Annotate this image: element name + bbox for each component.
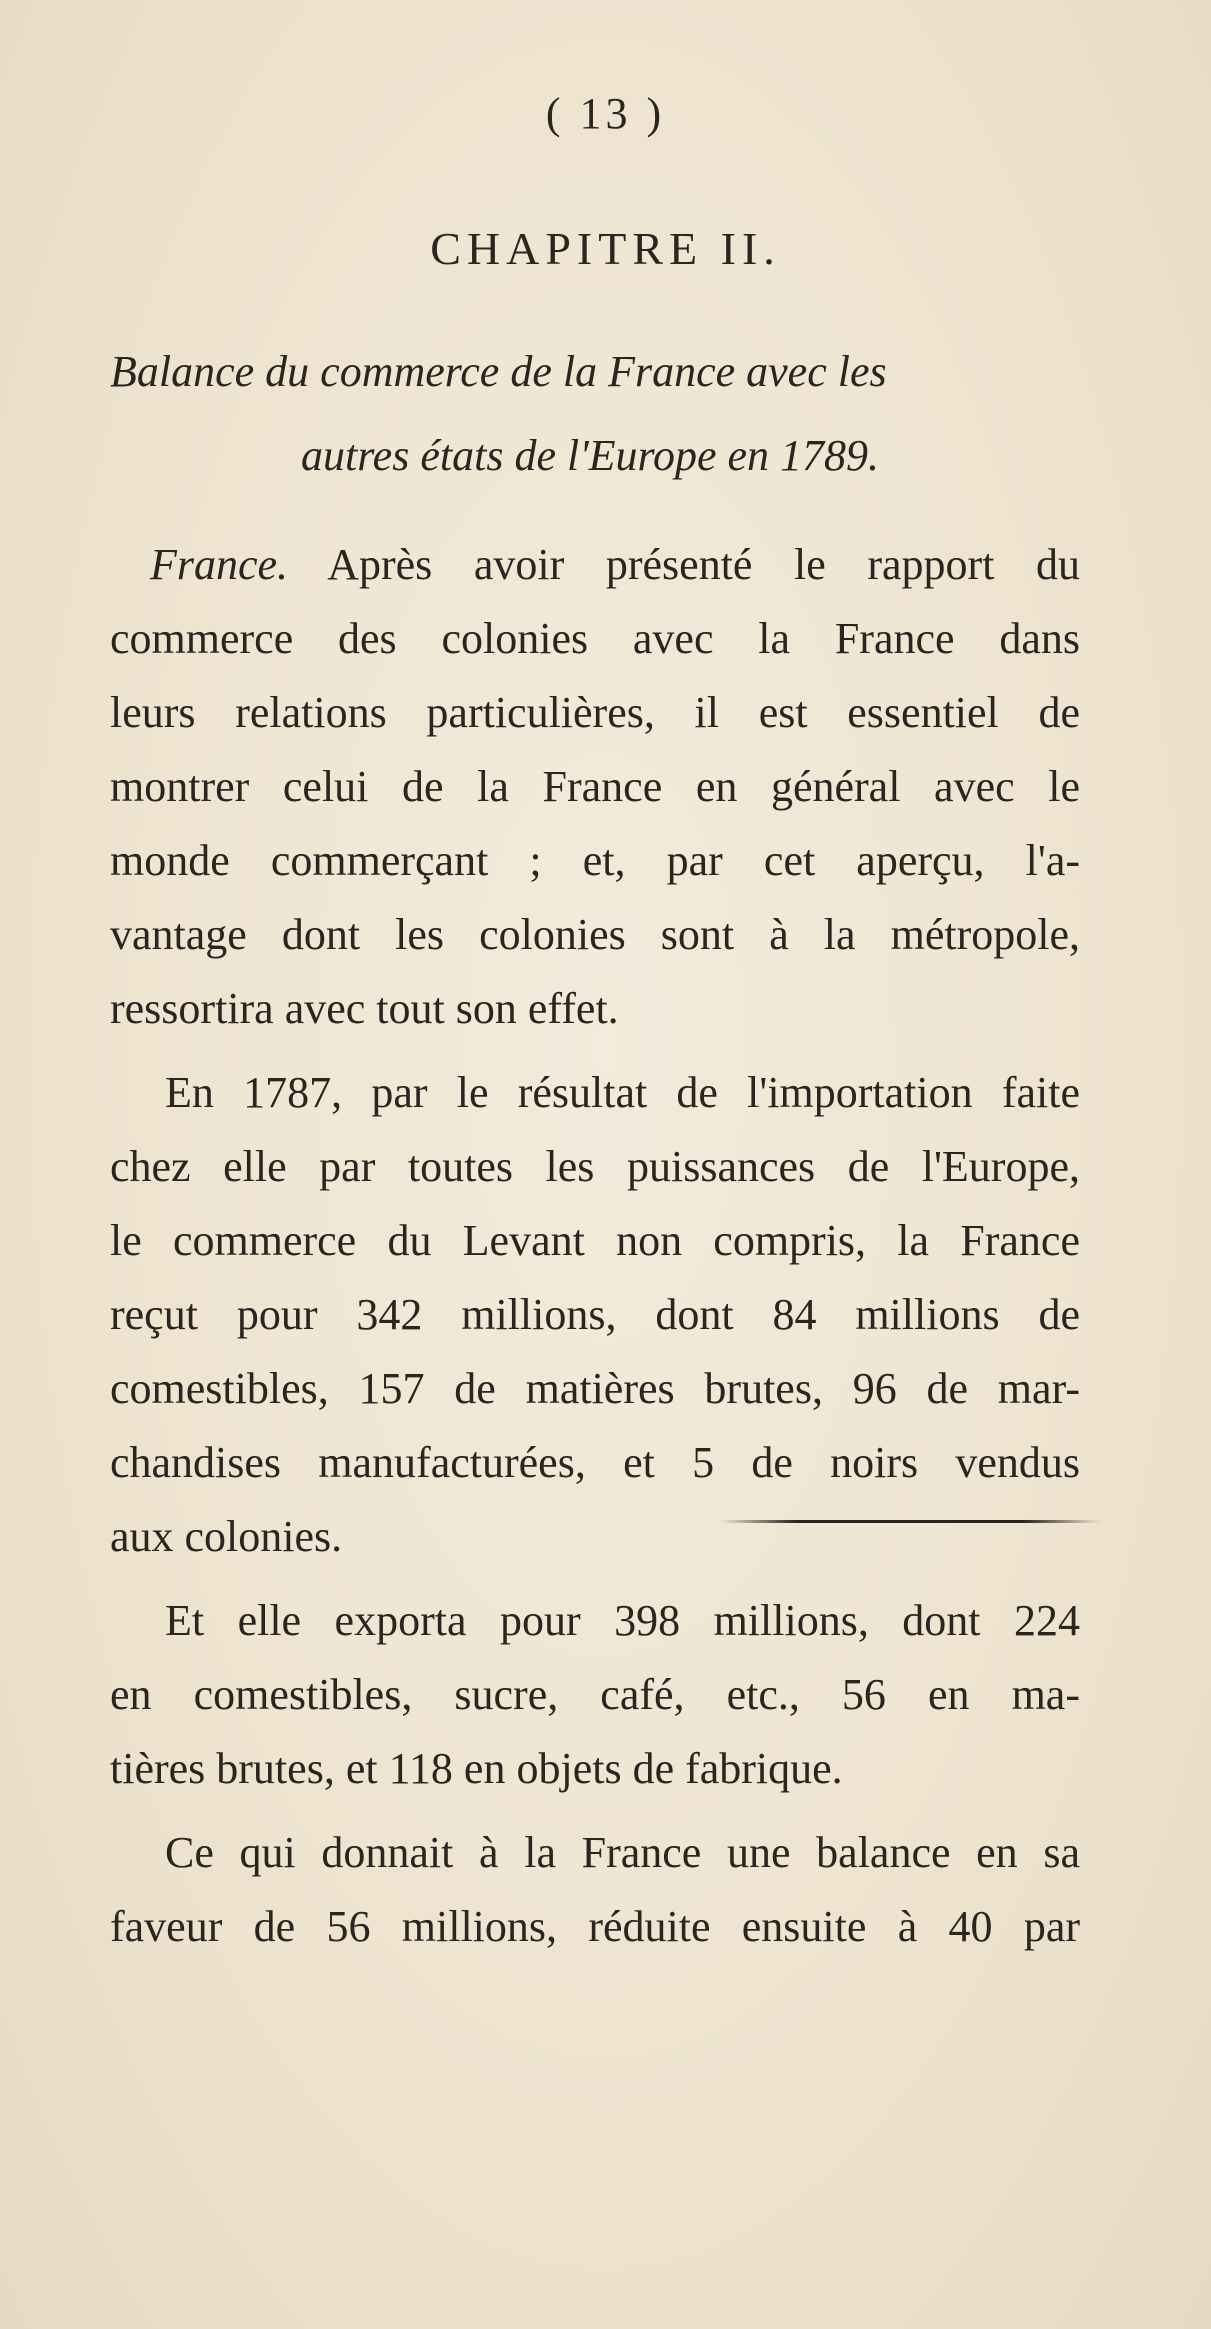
paragraph-2-line-5: comestibles, 157 de matières brutes, 96 de mar- xyxy=(110,1364,1080,1413)
page-number: ( 13 ) xyxy=(545,89,666,138)
section-rule xyxy=(720,1520,1100,1523)
chapter-title: CHAPITRE II. xyxy=(430,223,781,274)
paragraph-1-line-1-text: Après avoir présenté le rapport du xyxy=(327,540,1080,589)
paragraph-2-line-7: aux colonies. xyxy=(110,1512,343,1561)
paragraph-1-lead: France. xyxy=(150,540,289,589)
paragraph-4-line-2: faveur de 56 millions, réduite ensuite à 40 par xyxy=(110,1902,1080,1951)
paragraph-1-line-1 xyxy=(150,528,1080,602)
paragraph-2-line-4: reçut pour 342 millions, dont 84 millions de xyxy=(110,1290,1080,1339)
paragraph-1-line-5: monde commerçant ; et, par cet aperçu, l'a- xyxy=(110,836,1080,885)
paragraph-1-line-7: ressortira avec tout son effet. xyxy=(110,984,619,1033)
paragraph-2-line-1: En 1787, par le résultat de l'importation faite xyxy=(165,1068,1080,1117)
chapter-subtitle-line-1: Balance du commerce de la France avec les xyxy=(110,347,887,396)
paragraph-3-line-3: tières brutes, et 118 en objets de fabrique. xyxy=(110,1744,843,1793)
paragraph-3-line-1: Et elle exporta pour 398 millions, dont 224 xyxy=(165,1596,1080,1645)
paragraph-2-line-2: chez elle par toutes les puissances de l'Europe, xyxy=(110,1142,1080,1191)
paragraph-1-line-4: montrer celui de la France en général avec le xyxy=(110,762,1080,811)
paragraph-1-line-6: vantage dont les colonies sont à la métropole, xyxy=(110,910,1080,959)
paragraph-4-line-1: Ce qui donnait à la France une balance en sa xyxy=(165,1828,1080,1877)
paragraph-1-line-2: commerce des colonies avec la France dans xyxy=(110,614,1080,663)
paragraph-1-line-3: leurs relations particulières, il est essentiel de xyxy=(110,688,1080,737)
paragraph-3-line-2: en comestibles, sucre, café, etc., 56 en ma- xyxy=(110,1670,1080,1719)
chapter-subtitle-line-2: autres états de l'Europe en 1789. xyxy=(300,431,880,480)
paragraph-2-line-3: le commerce du Levant non compris, la France xyxy=(110,1216,1080,1265)
paragraph-2-line-6: chandises manufacturées, et 5 de noirs vendus xyxy=(110,1438,1080,1487)
